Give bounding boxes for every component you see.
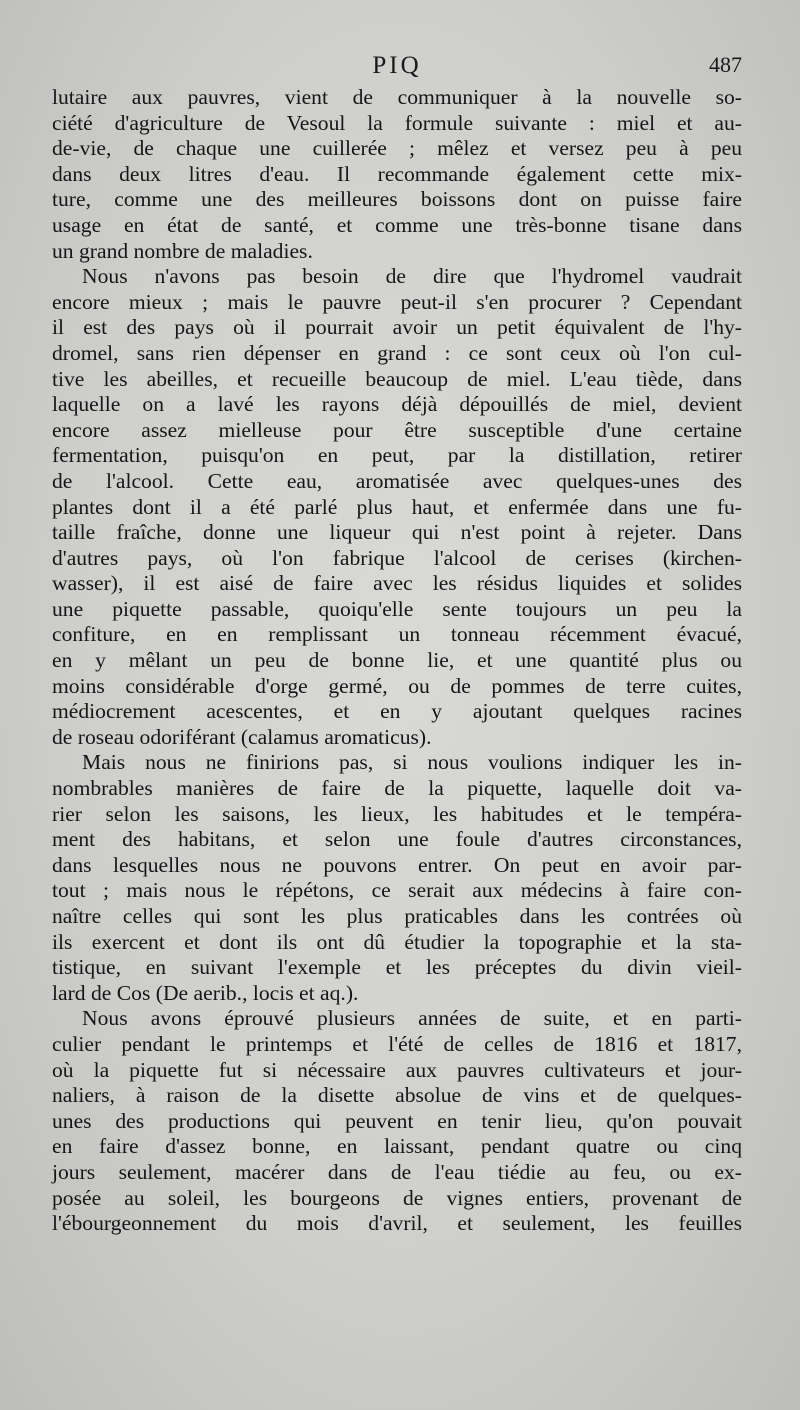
text-line: d'autres pays, où l'on fabrique l'alcool de cerises (kirchen- (52, 545, 742, 570)
text-line: ciété d'agriculture de Vesoul la formule suivante : miel et au- (52, 110, 742, 135)
text-line: ils exercent et dont ils ont dû étudier la topographie et la sta- (52, 929, 742, 954)
text-line: plantes dont il a été parlé plus haut, et enfermée dans une fu- (52, 494, 742, 519)
text-line: tistique, en suivant l'exemple et les préceptes du divin vieil- (52, 955, 742, 980)
text-line: tout ; mais nous le répétons, ce serait aux médecins à faire con- (52, 878, 742, 903)
text-line: encore mieux ; mais le pauvre peut-il s'en procurer ? Cependant (52, 289, 742, 314)
text-line: Nous avons éprouvé plusieurs années de suite, et en parti- (82, 1006, 742, 1031)
text-line: l'ébourgeonnement du mois d'avril, et seulement, les feuilles (52, 1211, 742, 1236)
text-line: dromel, sans rien dépenser en grand : ce sont ceux où l'on cul- (52, 340, 742, 365)
text-line: rier selon les saisons, les lieux, les habitudes et le tempéra- (52, 801, 742, 826)
text-line: une piquette passable, quoiqu'elle sente toujours un peu la (52, 596, 742, 621)
text-line: il est des pays où il pourrait avoir un petit équivalent de l'hy- (52, 315, 742, 340)
text-line: tive les abeilles, et recueille beaucoup de miel. L'eau tiède, dans (52, 366, 742, 391)
text-line: naître celles qui sont les plus praticables dans les contrées où (52, 904, 742, 928)
text-line: laquelle on a lavé les rayons déjà dépouillés de miel, devient (52, 392, 742, 417)
page-header (52, 52, 742, 86)
text-line: nombrables manières de faire de la piquette, laquelle doit va- (52, 776, 742, 801)
paragraph-4 (52, 1006, 742, 1236)
text-line: lard de Cos (De aerib., locis et aq.). (52, 980, 359, 1005)
text-line: wasser), il est aisé de faire avec les résidus liquides et solides (52, 571, 742, 596)
text-line: culier pendant le printemps et l'été de celles de 1816 et 1817, (52, 1031, 742, 1056)
text-line: unes des productions qui peuvent en tenir lieu, qu'on pouvait (52, 1108, 742, 1133)
paragraph-2 (52, 264, 742, 750)
text-line: naliers, à raison de la disette absolue de vins et de quelques- (52, 1083, 742, 1108)
text-line: un grand nombre de maladies. (52, 238, 313, 263)
text-line: encore assez mielleuse pour être susceptible d'une certaine (52, 417, 742, 442)
running-head: PIQ (372, 52, 422, 79)
body-text (52, 85, 742, 1237)
text-line: taille fraîche, donne une liqueur qui n'est point à rejeter. Dans (52, 520, 742, 545)
text-line: où la piquette fut si nécessaire aux pauvres cultivateurs et jour- (52, 1057, 742, 1082)
page-number: 487 (709, 52, 742, 77)
text-line: fermentation, puisqu'on en peut, par la distillation, retirer (52, 443, 742, 468)
text-line: moins considérable d'orge germé, ou de pommes de terre cuites, (52, 673, 742, 698)
paragraph-3 (52, 750, 742, 1006)
text-line: de roseau odoriférant (calamus aromaticus). (52, 724, 432, 749)
text-line: médiocrement acescentes, et en y ajoutant quelques racines (52, 699, 742, 724)
text-line: Nous n'avons pas besoin de dire que l'hydromel vaudrait (82, 264, 742, 289)
text-line: lutaire aux pauvres, vient de communiquer à la nouvelle so- (52, 85, 742, 109)
text-line: jours seulement, macérer dans de l'eau tiédie au feu, ou ex- (52, 1159, 742, 1184)
text-line: de l'alcool. Cette eau, aromatisée avec quelques-unes des (52, 468, 742, 493)
text-line: en y mêlant un peu de bonne lie, et une quantité plus ou (52, 648, 742, 673)
paragraph-1 (52, 85, 742, 264)
text-line: confiture, en en remplissant un tonneau récemment évacué, (52, 622, 742, 647)
text-line: ture, comme une des meilleures boissons dont on puisse faire (52, 187, 742, 212)
text-line: en faire d'assez bonne, en laissant, pendant quatre ou cinq (52, 1134, 742, 1159)
text-line: dans lesquelles nous ne pouvons entrer. On peut en avoir par- (52, 852, 742, 877)
text-line: dans deux litres d'eau. Il recommande également cette mix- (52, 161, 742, 186)
text-line: posée au soleil, les bourgeons de vignes entiers, provenant de (52, 1185, 742, 1210)
text-line: usage en état de santé, et comme une très-bonne tisane dans (52, 212, 742, 237)
text-line: Mais nous ne finirions pas, si nous voulions indiquer les in- (82, 750, 742, 775)
text-line: de-vie, de chaque une cuillerée ; mêlez et versez peu à peu (52, 136, 742, 161)
text-line: ment des habitans, et selon une foule d'autres circonstances, (52, 827, 742, 852)
